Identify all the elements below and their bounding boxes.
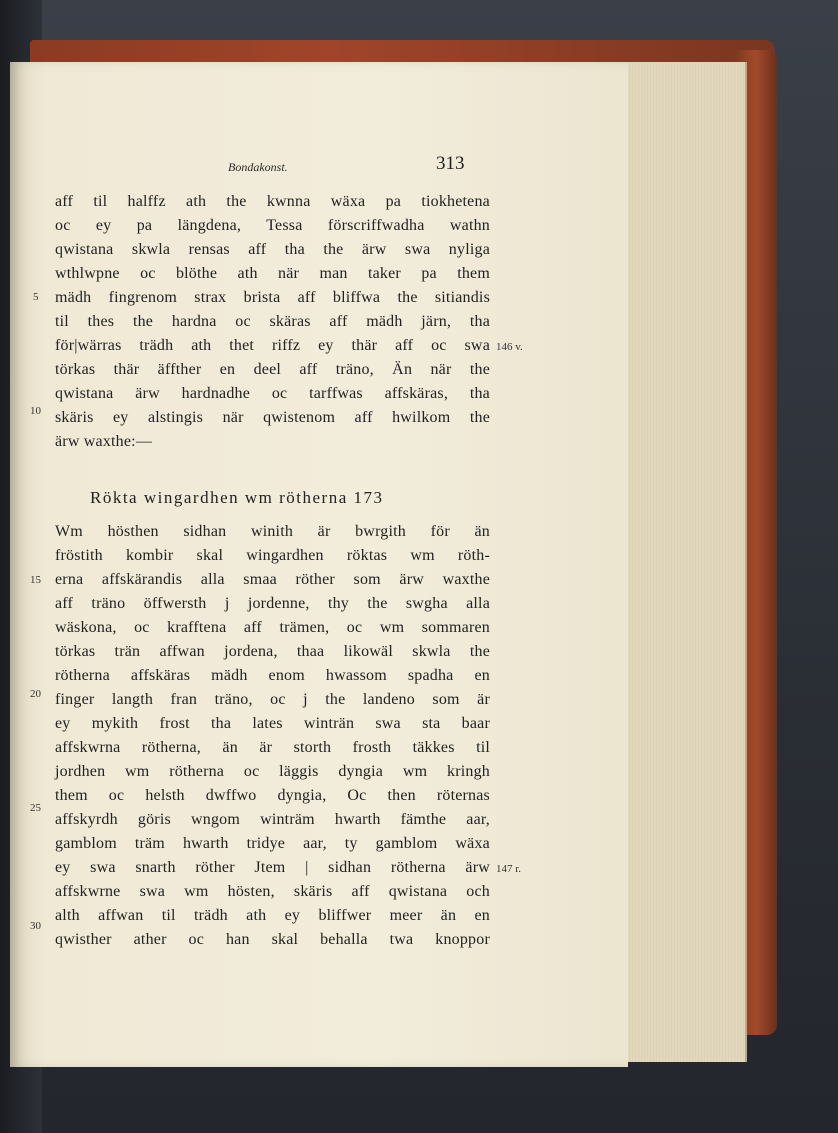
text-line: erna affskärandis alla smaa röther som ärw waxthe	[55, 571, 490, 588]
text-line: them oc helsth dwffwo dyngia, Oc then röternas	[55, 787, 490, 804]
line-number: 15	[30, 574, 41, 586]
running-head: Bondakonst.	[228, 160, 288, 174]
text-line: alth affwan til trädh ath ey bliffwer meer än en	[55, 907, 490, 924]
text-line: gamblom träm hwarth tridye aar, ty gamblom wäxa	[55, 835, 490, 852]
text-line: wthlwpne oc blöthe ath när man taker pa them	[55, 265, 490, 282]
text-line: Wm hösthen sidhan winith är bwrgith för än	[55, 523, 490, 540]
text-line: affskwrna rötherna, än är storth frosth täkkes til	[55, 739, 490, 756]
text-line: qwisther ather oc han skal behalla twa knoppor	[55, 931, 490, 948]
text-line: til thes the hardna oc skäras aff mädh järn, tha	[55, 313, 490, 330]
text-line: rötherna affskäras mädh enom hwassom spadha en	[55, 667, 490, 684]
text-line: törkas trän affwan jordena, thaa likowäl skwla the	[55, 643, 490, 660]
page-edges	[625, 62, 747, 1062]
text-line: ey swa snarth röther Jtem | sidhan rötherna ärw	[55, 859, 490, 876]
text-line: wäskona, oc krafftena aff trämen, oc wm sommaren	[55, 619, 490, 636]
line-number: 10	[30, 405, 41, 417]
text-line: ey mykith frost tha lates winträn swa sta baar	[55, 715, 490, 732]
text-line: för|wärras trädh ath thet riffz ey thär aff oc swa	[55, 337, 490, 354]
line-number: 30	[30, 920, 41, 932]
section-heading: Rökta wingardhen wm rötherna 173	[90, 488, 384, 507]
text-line: skäris ey alstingis när qwistenom aff hwilkom the	[55, 409, 490, 426]
text-line: törkas thär äffther en deel aff träno, Än när the	[55, 361, 490, 378]
text-line: qwistana skwla rensas aff tha the ärw swa nyliga	[55, 241, 490, 258]
page-number: 313	[436, 153, 465, 174]
margin-folio-note: 146 v.	[496, 341, 523, 353]
text-line: aff träno öffwersth j jordenne, thy the swgha alla	[55, 595, 490, 612]
text-line: mädh fingrenom strax brista aff bliffwa the sitiandis	[55, 289, 490, 306]
text-line: aff til halffz ath the kwnna wäxa pa tiokhetena	[55, 193, 490, 210]
line-number: 5	[33, 291, 39, 303]
text-line: jordhen wm rötherna oc läggis dyngia wm kringh	[55, 763, 490, 780]
text-line: qwistana ärw hardnadhe oc tarffwas affskäras, tha	[55, 385, 490, 402]
line-number: 20	[30, 688, 41, 700]
text-line: fröstith kombir skal wingardhen röktas wm röth-	[55, 547, 490, 564]
text-line: ärw waxthe:—	[55, 433, 153, 450]
text-line: affskwrne swa wm hösten, skäris aff qwistana och	[55, 883, 490, 900]
text-line: oc ey pa längdena, Tessa förscriffwadha wathn	[55, 217, 490, 234]
text-line: affskyrdh göris wngom winträm hwarth fämthe aar,	[55, 811, 490, 828]
line-number: 25	[30, 802, 41, 814]
margin-folio-note: 147 r.	[496, 863, 522, 875]
text-line: finger langth fran träno, oc j the landeno som är	[55, 691, 490, 708]
